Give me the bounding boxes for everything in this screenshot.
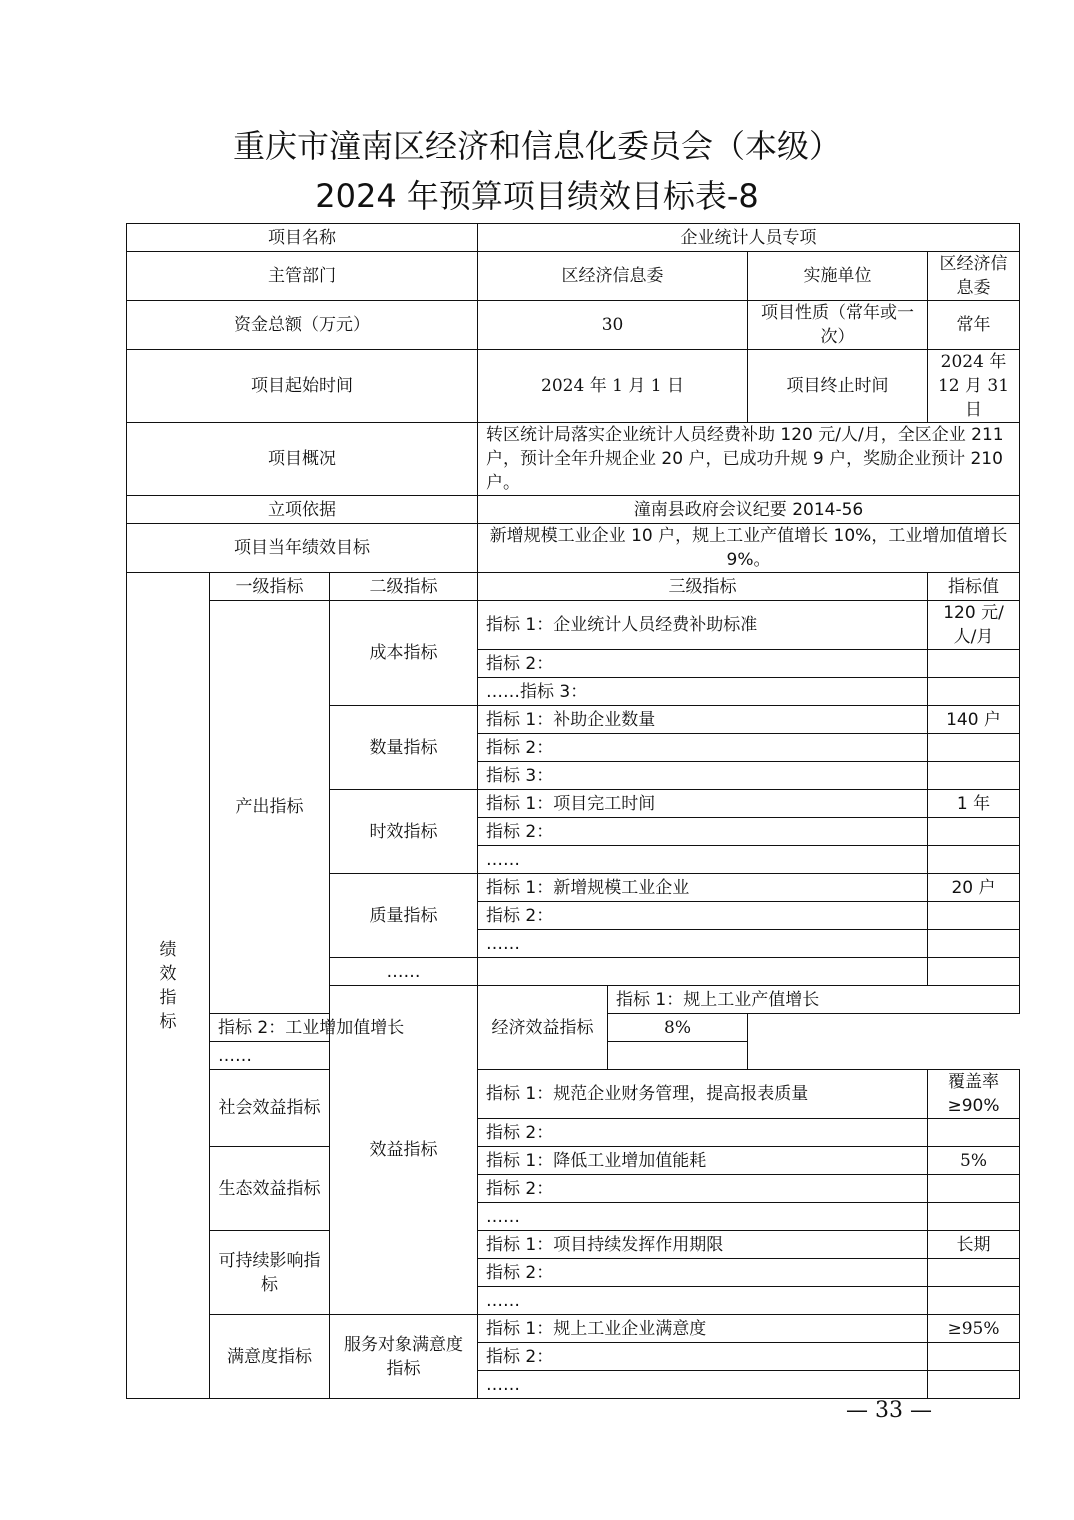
col-value-header: 指标值	[928, 573, 1020, 601]
col-l1-header: 一级指标	[210, 573, 330, 601]
timeliness-indicator-2-value	[928, 818, 1020, 846]
social-indicator-1: 指标 1：规范企业财务管理，提高报表质量	[478, 1070, 928, 1119]
social-indicator-1-value: 覆盖率≥90%	[928, 1070, 1020, 1119]
quantity-indicator-2: 指标 2：	[478, 734, 928, 762]
fund-value: 30	[478, 301, 748, 350]
service-satisfaction-label: 服务对象满意度指标	[330, 1315, 478, 1399]
quantity-indicator-3: 指标 3：	[478, 762, 928, 790]
service-indicator-2: 指标 2：	[478, 1343, 928, 1371]
quality-indicator-2-value	[928, 902, 1020, 930]
social-indicator-2: 指标 2：	[478, 1119, 928, 1147]
col-l2-header: 二级指标	[330, 573, 478, 601]
cost-indicator-2: 指标 2：	[478, 650, 928, 678]
quantity-indicator-1: 指标 1：补助企业数量	[478, 706, 928, 734]
timeliness-indicator-3-value	[928, 846, 1020, 874]
quantity-indicator-2-value	[928, 734, 1020, 762]
document-title: 重庆市潼南区经济和信息化委员会（本级）	[232, 127, 841, 165]
quality-indicator-2: 指标 2：	[478, 902, 928, 930]
goal-value: 新增规模工业企业 10 户，规上工业产值增长 10%，工业增加值增长 9%。	[478, 524, 1020, 573]
impl-label: 实施单位	[748, 252, 928, 301]
project-name-label: 项目名称	[127, 224, 478, 252]
nature-value: 常年	[928, 301, 1020, 350]
cost-indicator-label: 成本指标	[330, 601, 478, 706]
cost-indicator-3-value	[928, 678, 1020, 706]
service-indicator-3-value	[928, 1371, 1020, 1399]
timeliness-indicator-label: 时效指标	[330, 790, 478, 874]
economic-indicator-3-value	[608, 1042, 748, 1070]
performance-target-table	[126, 223, 1020, 1399]
economic-indicator-2: 指标 2：工业增加值增长	[210, 1014, 608, 1042]
sustainable-indicator-1: 指标 1：项目持续发挥作用期限	[478, 1231, 928, 1259]
ecological-indicator-2: 指标 2：	[478, 1175, 928, 1203]
col-l3-header: 三级指标	[478, 573, 928, 601]
sustainable-indicator-2-value	[928, 1259, 1020, 1287]
nature-label: 项目性质（常年或一次）	[748, 301, 928, 350]
sustainable-indicator-2: 指标 2：	[478, 1259, 928, 1287]
service-indicator-2-value	[928, 1343, 1020, 1371]
project-name-value: 企业统计人员专项	[478, 224, 1020, 252]
perf-indicator-text: 绩效指标	[159, 939, 177, 1032]
perf-indicator-label	[127, 573, 210, 1399]
sustainable-indicator-3: ……	[478, 1287, 928, 1315]
social-indicator-2-value	[928, 1119, 1020, 1147]
start-value: 2024 年 1 月 1 日	[478, 350, 748, 423]
output-more-indicator	[478, 958, 928, 986]
ecological-indicator-3-value	[928, 1203, 1020, 1231]
economic-indicator-label: 经济效益指标	[478, 986, 608, 1070]
quality-indicator-3-value	[928, 930, 1020, 958]
sustainable-indicator-label: 可持续影响指标	[210, 1231, 330, 1315]
page-number: — 33 —	[846, 1398, 932, 1423]
quantity-indicator-1-value: 140 户	[928, 706, 1020, 734]
quality-indicator-label: 质量指标	[330, 874, 478, 958]
quality-indicator-1-value: 20 户	[928, 874, 1020, 902]
satisfaction-indicator-label: 满意度指标	[210, 1315, 330, 1399]
ecological-indicator-label: 生态效益指标	[210, 1147, 330, 1231]
ecological-indicator-3: ……	[478, 1203, 928, 1231]
timeliness-indicator-1-value: 1 年	[928, 790, 1020, 818]
timeliness-indicator-3: ……	[478, 846, 928, 874]
fund-label: 资金总额（万元）	[127, 301, 478, 350]
overview-value: 转区统计局落实企业统计人员经费补助 120 元/人/月，全区企业 211 户，预计全年升规企业 20 户，已成功升规 9 户，奖励企业预计 210 户。	[478, 423, 1020, 496]
ecological-indicator-1-value: 5%	[928, 1147, 1020, 1175]
quantity-indicator-label: 数量指标	[330, 706, 478, 790]
cost-indicator-1-value: 120 元/人/月	[928, 601, 1020, 650]
end-label: 项目终止时间	[748, 350, 928, 423]
quality-indicator-1: 指标 1：新增规模工业企业	[478, 874, 928, 902]
cost-indicator-1: 指标 1：企业统计人员经费补助标准	[478, 601, 928, 650]
dept-label: 主管部门	[127, 252, 478, 301]
dept-value: 区经济信息委	[478, 252, 748, 301]
sustainable-indicator-3-value	[928, 1287, 1020, 1315]
timeliness-indicator-1: 指标 1：项目完工时间	[478, 790, 928, 818]
service-indicator-1-value: ≥95%	[928, 1315, 1020, 1343]
output-indicator-label: 产出指标	[210, 601, 330, 1014]
economic-indicator-1: 指标 1：规上工业产值增长	[608, 986, 1020, 1014]
ecological-indicator-2-value	[928, 1175, 1020, 1203]
quantity-indicator-3-value	[928, 762, 1020, 790]
service-indicator-1: 指标 1：规上工业企业满意度	[478, 1315, 928, 1343]
quality-indicator-3: ……	[478, 930, 928, 958]
basis-label: 立项依据	[127, 496, 478, 524]
goal-label: 项目当年绩效目标	[127, 524, 478, 573]
social-indicator-label: 社会效益指标	[210, 1070, 330, 1147]
ecological-indicator-1: 指标 1：降低工业增加值能耗	[478, 1147, 928, 1175]
cost-indicator-3: ……指标 3：	[478, 678, 928, 706]
impl-value: 区经济信息委	[928, 252, 1020, 301]
economic-indicator-3: ……	[210, 1042, 608, 1070]
end-value: 2024 年 12 月 31 日	[928, 350, 1020, 423]
cost-indicator-2-value	[928, 650, 1020, 678]
output-more-value	[928, 958, 1020, 986]
overview-label: 项目概况	[127, 423, 478, 496]
economic-indicator-2-value: 8%	[608, 1014, 748, 1042]
document-subtitle: 2024 年预算项目绩效目标表-8	[315, 177, 759, 215]
start-label: 项目起始时间	[127, 350, 478, 423]
basis-value: 潼南县政府会议纪要 2014-56	[478, 496, 1020, 524]
service-indicator-3: ……	[478, 1371, 928, 1399]
output-more-label: ……	[330, 958, 478, 986]
timeliness-indicator-2: 指标 2：	[478, 818, 928, 846]
benefit-indicator-label: 效益指标	[330, 986, 478, 1315]
sustainable-indicator-1-value: 长期	[928, 1231, 1020, 1259]
